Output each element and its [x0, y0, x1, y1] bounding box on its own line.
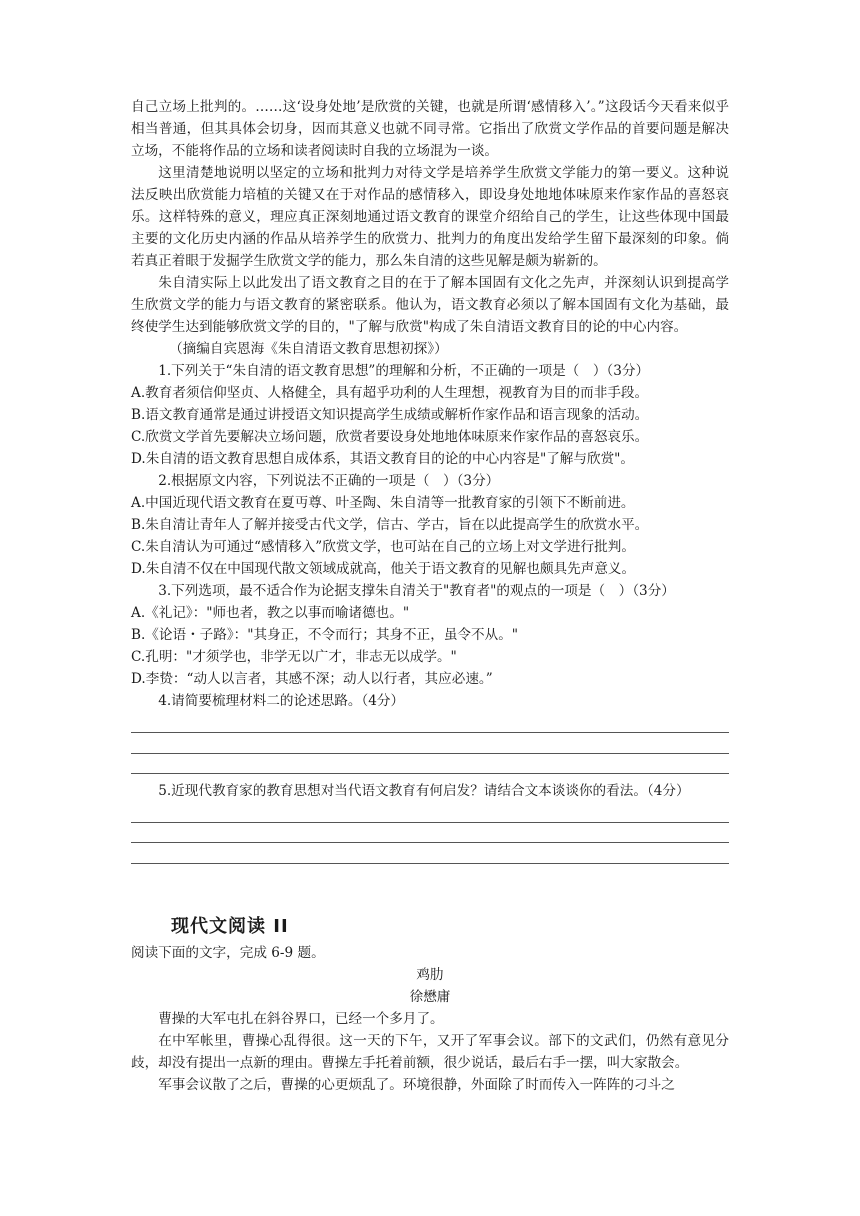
question-1-option-b: B.语文教育通常是通过讲授语文知识提高学生成绩或解析作家作品和语言现象的活动。 [131, 407, 649, 423]
story-paragraph: 军事会议散了之后，曹操的心更烦乱了。环境很静，外面除了时而传入一阵阵的刁斗之 [158, 1076, 675, 1093]
answer-line[interactable] [131, 843, 729, 864]
question-3-stem: 3.下列选项，最不适合作为论据支撑朱自清关于"教育者"的观点的一项是（ ）（3分） [158, 583, 675, 599]
question-2-option-c: C.朱自清认为可通过“感情移入”欣赏文学，也可站在自己的立场上对文学进行批判。 [131, 539, 635, 555]
question-1-option-c: C.欣赏文学首先要解决立场问题，欣赏者要设身处地地体味原来作家作品的喜怒哀乐。 [131, 429, 649, 445]
question-4-answer-area[interactable] [131, 718, 729, 774]
question-1-option-a: A.教育者须信仰坚贞、人格健全，具有超乎功利的人生理想，视教育为目的而非手段。 [131, 385, 649, 401]
story-paragraph: 曹操的大军屯扎在斜谷界口，已经一个多月了。 [158, 1010, 444, 1027]
section-title: 现代文阅读 II [171, 915, 289, 937]
question-3-option-b: B.《论语・子路》："其身正，不令而行；其身不正，虽令不从。" [131, 627, 519, 643]
question-1-option-d: D.朱自清的语文教育思想自成体系，其语文教育目的论的中心内容是"了解与欣赏"。 [131, 451, 635, 467]
answer-line[interactable] [131, 802, 729, 823]
answer-line[interactable] [131, 754, 729, 775]
passage-source: （摘编自宾恩海《朱自清语文教育思想初探》） [169, 341, 448, 357]
story-paragraph: 在中军帐里，曹操心乱得很。这一天的下午，又开了军事会议。部下的文武们，仍然有意见分歧，却没有提出一点新的理由。曹操左手托着前额，很少说话，最后右手一摆，叫大家散会。 [131, 1032, 729, 1071]
passage-paragraph-1: 自己立场上批判的。……这‘设身处地’是欣赏的关键，也就是所谓‘感情移入’。”这段话今天看来似乎相当普通，但其具体会切身，因而其意义也就不同寻常。它指出了欣赏文学作品的首要问题是解决立场，不能将作品的立场和读者阅读时自我的立场混为一谈。 [131, 99, 729, 159]
answer-line[interactable] [131, 733, 729, 754]
question-1-stem: 1.下列关于“朱自清的语文教育思想”的理解和分析，不正确的一项是（ ）（3分） [158, 363, 650, 379]
question-5-stem: 5.近现代教育家的教育思想对当代语文教育有何启发？请结合文本谈谈你的看法。（4分） [158, 783, 690, 799]
story-title: 鸡肋 [416, 966, 444, 983]
passage-paragraph-3: 朱自清实际上以此发出了语文教育之目的在于了解本国固有文化之先声，并深刻认识到提高学生欣赏文学的能力与语文教育的紧密联系。他认为，语文教育必须以了解本国固有文化为基础，最终使学生达到能够欣赏文学的目的，"了解与欣赏"构成了朱自清语文教育目的论的中心内容。 [131, 275, 729, 335]
answer-line[interactable] [131, 718, 729, 733]
document-page [131, 96, 729, 1096]
question-3-option-c: C.孔明："才须学也，非学无以广才，非志无以成学。" [131, 649, 457, 665]
question-2-option-b: B.朱自清让青年人了解并接受古代文学，信古、学古，旨在以此提高学生的欣赏水平。 [131, 517, 649, 533]
question-2-option-a: A.中国近现代语文教育在夏丏尊、叶圣陶、朱自清等一批教育家的引领下不断前进。 [131, 495, 635, 511]
answer-line[interactable] [131, 823, 729, 844]
question-2-stem: 2.根据原文内容，下列说法不正确的一项是（ ）（3分） [158, 473, 500, 489]
passage-paragraph-2: 这里清楚地说明以坚定的立场和批判力对待文学是培养学生欣赏文学能力的第一要义。这种说法反映出欣赏能力培植的关键又在于对作品的感情移入，即设身处地地体味原来作家作品的喜怒哀乐。这样特殊的意义，理应真正深刻地通过语文教育的课堂介绍给自己的学生，让这些体现中国最主要的文化历史内涵的作品从培养学生的欣赏力、批判力的角度出发给学生留下最深刻的印象。倘若真正着眼于发掘学生欣赏文学的能力，那么朱自清的这些见解是颇为崭新的。 [131, 165, 729, 269]
section-instruction: 阅读下面的文字，完成 6-9 题。 [131, 944, 325, 961]
question-5-answer-area[interactable] [131, 802, 729, 864]
question-3-option-d: D.李贽：“动人以言者，其感不深；动人以行者，其应必速。” [131, 671, 493, 687]
question-3-option-a: A.《礼记》："师也者，教之以事而喻诸德也。" [131, 605, 410, 621]
question-2-option-d: D.朱自清不仅在中国现代散文领域成就高，他关于语文教育的见解也颇具先声意义。 [131, 561, 636, 577]
story-author: 徐懋庸 [409, 988, 451, 1005]
question-4-stem: 4.请简要梳理材料二的论述思路。（4分） [158, 693, 405, 709]
